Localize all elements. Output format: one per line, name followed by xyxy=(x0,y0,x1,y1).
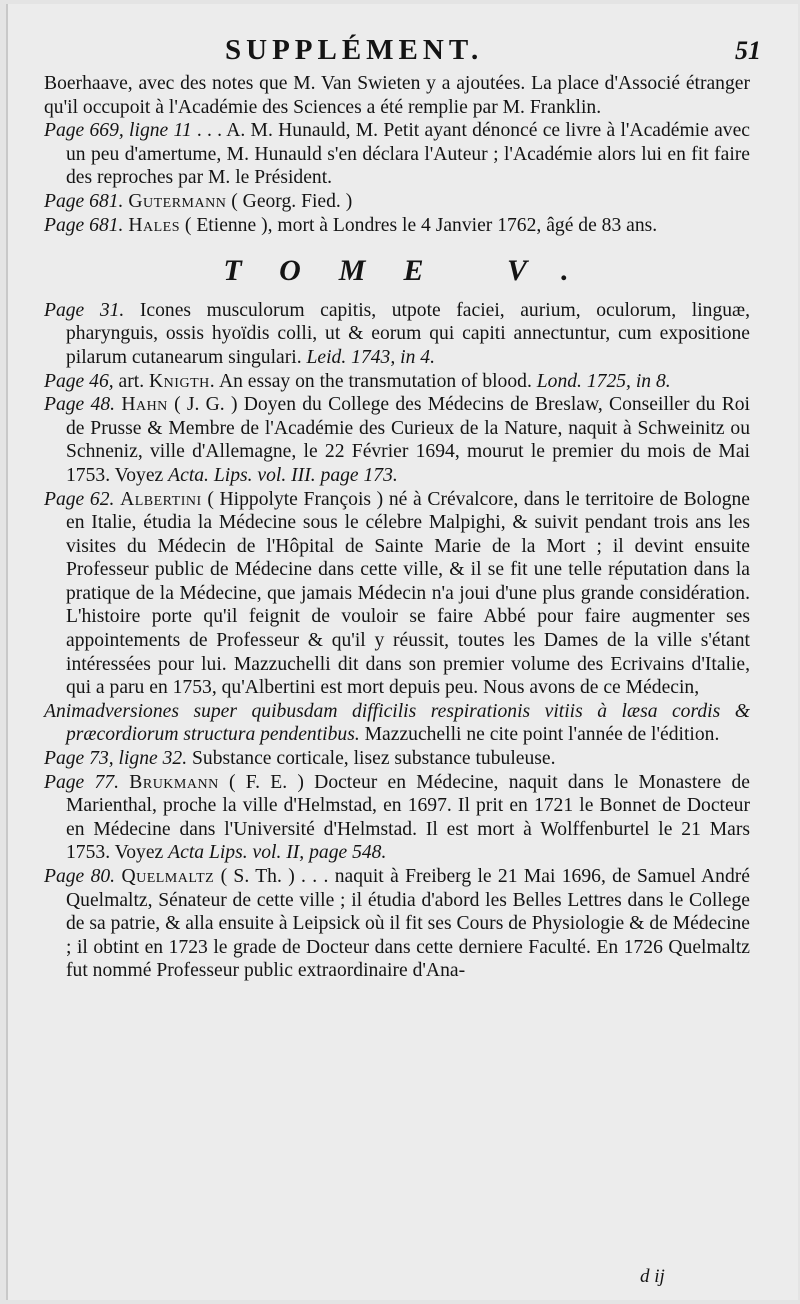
entry-citation: Acta. Lips. vol. III. page 173. xyxy=(168,464,398,486)
entry xyxy=(44,747,750,771)
entry-text: ( Georg. Fied. ) xyxy=(226,190,353,212)
entry-text: ( Hippolyte François ) né à Crévalcore, dans le territoire de Bologne en Italie, étudia la Médecine sous le célebre Malpighi, & suivit pendant trois ans les visites du Médecin de l'Hôpital de Sainte Marie de la Mort ; il devint ensuite Professeur public de Médecine dans cette ville, & il se fit une telle réputation dans la pratique de la Médecine, que jamais Médecin n'a joui d'une plus grande considération. L'histoire porte qu'il feignit de vouloir se faire Abbé pour faire augmenter ses appointements de Professeur & qu'il y réussit, toutes les Dames de la ville s'étant intéressées pour lui. Mazzuchelli dit dans son premier volume des Ecrivains d'Italie, qui a paru en 1753, qu'Albertini est mort depuis peu. Nous avons de ce Médecin, xyxy=(66,488,750,699)
entry xyxy=(44,393,750,487)
page-reference: Page 80. xyxy=(44,866,116,887)
entry xyxy=(44,771,750,865)
entry-citation: Acta Lips. vol. II, page 548. xyxy=(168,842,387,864)
entry xyxy=(44,370,750,394)
entry-name: Brukmann xyxy=(129,771,219,793)
entry-text: Substance corticale, lisez substance tubuleuse. xyxy=(187,748,556,770)
page-reference: Page 62. xyxy=(44,488,115,510)
entry-text: Mazzuchelli ne cite point l'année de l'édition. xyxy=(359,724,720,746)
page-reference: Page 46, xyxy=(44,370,114,392)
entry-citation: Lond. 1725, in 8. xyxy=(536,370,671,392)
entry-name: Hahn xyxy=(121,394,168,416)
entry xyxy=(44,865,750,983)
entry-title-italic: Animadversiones super quibusdam difficilis respirationis vitiis à læsa cordis & præcordiorum structura pendentibus. xyxy=(44,700,750,746)
entry xyxy=(44,488,750,700)
entry-text: . . . A. M. Hunauld, M. Petit ayant dénoncé ce livre à l'Académie avec un peu d'amertume, M. Hunauld s'en déclara l'Auteur ; l'Académie alors lui en fit faire des reproches par M. le Président. xyxy=(66,120,750,189)
entry xyxy=(44,214,750,238)
page-reference: Page 73, ligne 32. xyxy=(44,748,188,770)
entry-text: Boerhaave, avec des notes que M. Van Swieten y a ajoutées. La place d'Associé étranger qu'il occupoit à l'Académie des Sciences a été remplie par M. Franklin. xyxy=(44,73,750,118)
page-reference: Page 669, ligne 11 xyxy=(44,120,192,142)
page-reference: Page 681. xyxy=(44,190,124,212)
entry-name: Albertini xyxy=(120,488,202,510)
entry-citation: Leid. 1743, in 4. xyxy=(306,346,435,368)
entry xyxy=(44,299,750,370)
entry-text: ( F. E. ) Docteur en Médecine, naquit dans le Monastere de Marienthal, proche la ville d'Helmstad, en 1697. Il prit en 1721 le Bonnet de Docteur en Médecine dans l'Université d'Helmstad. Il est mort à Wolffenburtel le 21 Mars 1753. Voyez xyxy=(66,771,750,864)
page-reference: Page 77. xyxy=(44,771,120,793)
entry-pre: art. xyxy=(113,370,150,392)
entry-text: ( Etienne ), mort à Londres le 4 Janvier 1762, âgé de 83 ans. xyxy=(180,214,658,236)
header-title: SUPPLÉMENT. xyxy=(225,34,484,66)
page-reference: Page 681. xyxy=(44,214,124,236)
page-reference: Page 48. xyxy=(44,394,116,416)
entry-text: ( J. G. ) Doyen du College des Médecins de Breslaw, Conseiller du Roi de Prusse & Membre de l'Académie des Curieux de la Nature, naquit à Schweinitz ou Schneniz, ville d'Allemagne, le 22 Février 1694, mourut le premier du mois de Mai 1753. Voyez xyxy=(66,394,750,486)
entry-name: Gutermann xyxy=(128,190,227,212)
section-title: TOME V. xyxy=(223,254,607,288)
page-number: 51 xyxy=(735,36,761,65)
entry-name: Quelmaltz xyxy=(121,866,215,887)
signature-mark: d ij xyxy=(640,1266,665,1287)
entry xyxy=(44,700,750,747)
running-header xyxy=(0,34,800,74)
entry-text: An essay on the transmutation of blood. xyxy=(215,370,532,392)
page-body xyxy=(44,72,750,983)
entry-text: Icones musculorum capitis, utpote faciei, aurium, oculorum, linguæ, pharynguis, ossis hyoïdis colli, ut & eorum qui capiti annectuntur, cum expositione pilarum cutanearum singulari. xyxy=(66,299,751,368)
entry-name: Knigth. xyxy=(149,370,216,392)
page-reference: Page 31. xyxy=(44,299,125,321)
entry-name: Hales xyxy=(128,214,181,236)
entry xyxy=(44,72,750,119)
entry-text: ( S. Th. ) . . . naquit à Freiberg le 21 Mai 1696, de Samuel André Quelmaltz, Sénateur de cette ville ; il étudia d'abord les Belles Lettres dans le College de sa patrie, & alla ensuite à Leipsick où il fit ses Cours de Physiologie & de Médecine ; il obtint en 1723 le grade de Docteur dans cette derniere Faculté. En 1726 Quelmaltz fut nommé Professeur public extraordinaire d'Ana- xyxy=(66,866,750,982)
entry xyxy=(44,119,750,190)
entry xyxy=(44,190,750,214)
